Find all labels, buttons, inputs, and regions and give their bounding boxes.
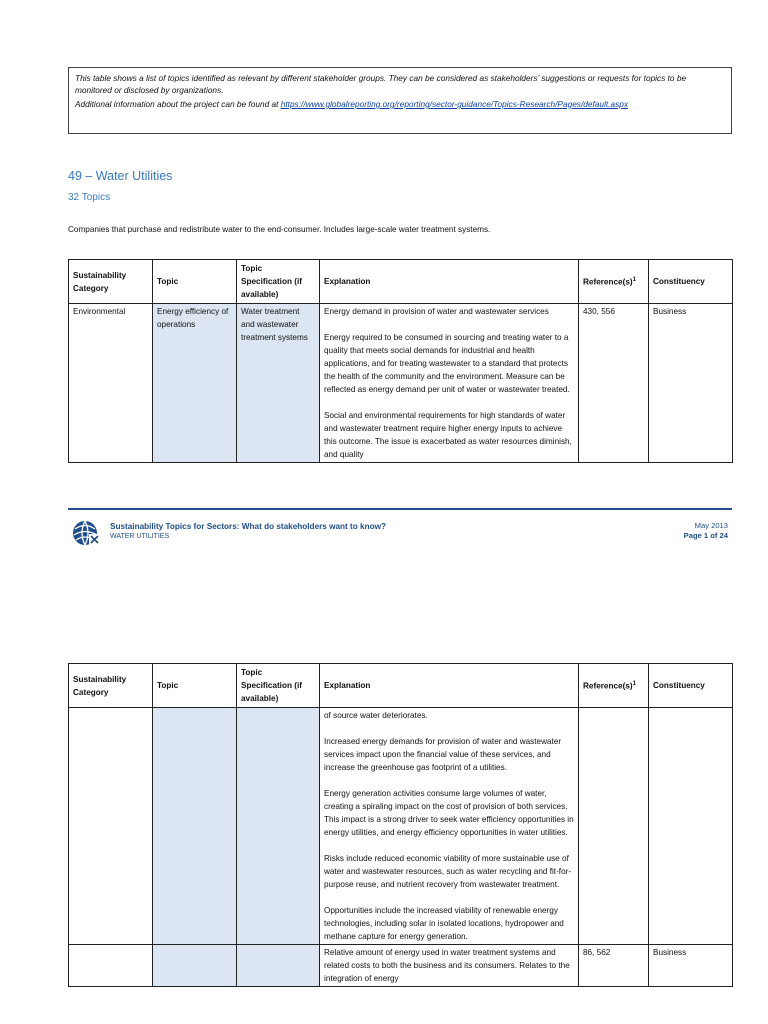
topics-table-page1-clip xyxy=(68,259,734,496)
cell-constituency: Business xyxy=(649,304,733,463)
cell-explanation xyxy=(320,945,579,987)
explanation-paragraph: Risks include reduced economic viability of more sustainable use of water and wastewater resources, such as water recycling and fit-for-purpose reuse, and nutrient recovery from wastewater treatment. xyxy=(324,854,572,889)
header-category: Sustainability Category xyxy=(69,664,153,708)
header-constituency: Constituency xyxy=(649,664,733,708)
explanation-paragraph: Energy generation activities consume large volumes of water, creating a spiraling impact on the cost of provision of both services. This impact is a strong driver to seek water efficiency opportunities in energy utilities, and energy efficiency opportunities in water utilities. xyxy=(324,789,574,837)
cell-explanation xyxy=(320,304,579,463)
table-row xyxy=(69,304,733,463)
project-info-link[interactable]: https://www.globalreporting.org/reporting/sector-guidance/Topics-Research/Pages/default.aspx xyxy=(280,99,629,109)
header-topic: Topic xyxy=(153,664,237,708)
cell-category xyxy=(69,708,153,945)
explanation-paragraph: Increased energy demands for provision of water and wastewater services impact upon the financial value of these services, and increase the greenhouse gas footprint of a utilities. xyxy=(324,737,562,772)
header-references xyxy=(579,260,649,304)
sector-description: Companies that purchase and redistribute water to the end-consumer. Includes large-scale water treatment systems. xyxy=(68,225,491,234)
header-constituency: Constituency xyxy=(649,260,733,304)
header-references xyxy=(579,664,649,708)
footer-subtitle: WATER UTILITIES xyxy=(110,533,170,540)
explanation-paragraph: Energy demand in provision of water and wastewater services xyxy=(324,307,549,316)
topics-table-page2 xyxy=(68,663,733,987)
cell-topic: Energy efficiency of operations xyxy=(153,304,237,463)
cell-specification xyxy=(237,708,320,945)
cell-specification xyxy=(237,945,320,987)
table-row xyxy=(69,945,733,987)
intro-notice-text: This table shows a list of topics identified as relevant by different stakeholder groups. They can be considered as stakeholders’ suggestions or requests for topics to be monitored or disclosed by organizations. xyxy=(75,73,687,95)
intro-notice-box xyxy=(68,67,732,134)
header-topic: Topic xyxy=(153,260,237,304)
cell-explanation xyxy=(320,708,579,945)
header-references-footnote: 1 xyxy=(632,277,636,284)
topics-table-page2-clip xyxy=(68,663,734,1024)
cell-topic xyxy=(153,945,237,987)
header-category: Sustainability Category xyxy=(69,260,153,304)
table-header-row xyxy=(69,664,733,708)
footer-title: Sustainability Topics for Sectors: What do stakeholders want to know? xyxy=(110,522,386,531)
intro-notice-prefix: Additional information about the project can be found at xyxy=(75,99,281,109)
cell-references: 86, 562 xyxy=(579,945,649,987)
header-specification: Topic Specification (if available) xyxy=(237,260,320,304)
cell-category: Environmental xyxy=(69,304,153,463)
cell-constituency xyxy=(649,708,733,945)
table-header-row xyxy=(69,260,733,304)
header-references-label: Reference(s) xyxy=(583,681,633,691)
document-page-2 xyxy=(0,570,768,1024)
topics-table-page1 xyxy=(68,259,733,463)
header-explanation: Explanation xyxy=(320,260,579,304)
header-specification: Topic Specification (if available) xyxy=(237,664,320,708)
footer-page-number: Page 1 of 24 xyxy=(683,531,728,540)
table-row xyxy=(69,708,733,945)
explanation-paragraph: Social and environmental requirements for high standards of water and wastewater treatment require higher energy inputs to achieve this outcome. The issue is exacerbated as water resources diminish, and quality xyxy=(324,411,572,459)
explanation-paragraph: of source water deteriorates. xyxy=(324,711,428,720)
header-references-footnote: 1 xyxy=(632,681,636,688)
cell-topic xyxy=(153,708,237,945)
explanation-paragraph: Opportunities include the increased viability of renewable energy technologies, including solar in isolated locations, hydropower and methane capture for energy generation. xyxy=(324,906,564,941)
explanation-paragraph: Relative amount of energy used in water treatment systems and related costs to both the business and its consumers. Relates to the integration of energy xyxy=(324,948,570,983)
cell-specification: Water treatment and wastewater treatment systems xyxy=(237,304,320,463)
gri-globe-logo-icon xyxy=(70,516,102,548)
cell-references xyxy=(579,708,649,945)
intro-notice-link-line xyxy=(75,98,725,110)
section-title: 49 – Water Utilities xyxy=(68,169,173,183)
header-references-label: Reference(s) xyxy=(583,277,633,287)
cell-category xyxy=(69,945,153,987)
cell-constituency: Business xyxy=(649,945,733,987)
topics-count: 32 Topics xyxy=(68,192,111,203)
cell-references: 430, 556 xyxy=(579,304,649,463)
header-explanation: Explanation xyxy=(320,664,579,708)
footer-date: May 2013 xyxy=(694,521,728,530)
explanation-paragraph: Energy required to be consumed in sourcing and treating water to a quality that meets social demands for industrial and health applications, and for treating wastewater to a standard that protects the health of the community and the environment. Measure can be reflected as energy demand per unit of water or wastewater treated. xyxy=(324,333,570,394)
footer-divider xyxy=(68,508,732,510)
